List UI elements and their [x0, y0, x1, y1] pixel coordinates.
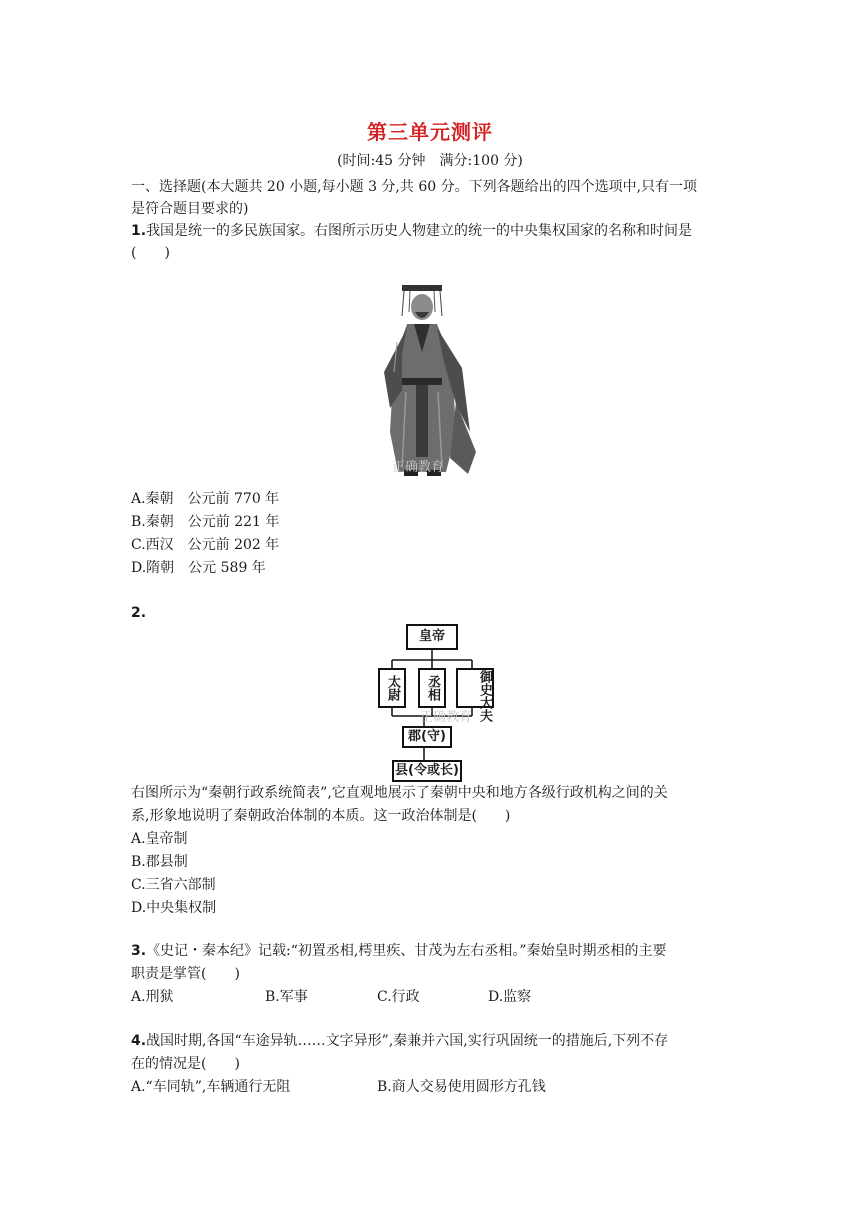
emperor-figure-image	[372, 282, 482, 478]
q3-option-c: C.行政	[377, 989, 420, 1005]
q3-option-b: B.军事	[265, 989, 308, 1005]
q2-option-c: C.三省六部制	[131, 877, 216, 893]
q1-number: 1.	[131, 223, 147, 239]
q2-option-d: D.中央集权制	[131, 900, 217, 916]
q4-number: 4.	[131, 1033, 147, 1049]
chart-box-chancellor: 丞相	[418, 668, 446, 708]
q3-stem-text: 《史记・秦本纪》记载:“初置丞相,樗里疾、甘茂为左右丞相。”秦始皇时期丞相的主要	[146, 943, 667, 959]
q1-image-watermark: 正确教育	[392, 460, 445, 475]
q2-stem-cont: 系,形象地说明了秦朝政治体制的本质。这一政治体制是( )	[131, 808, 511, 824]
emperor-figure-drawing	[372, 282, 482, 478]
chart-watermark: 正确教育	[420, 710, 473, 725]
q4-option-a: A.“车同轨”,车辆通行无阻	[131, 1079, 291, 1095]
q3-option-a: A.刑狱	[131, 989, 174, 1005]
q4-stem	[131, 1031, 668, 1051]
section-heading: 一、选择题(本大题共 20 小题,每小题 3 分,共 60 分。下列各题给出的四个选项中,只有一项	[131, 179, 698, 195]
chart-box-commandery: 郡(守)	[402, 726, 452, 748]
q2-option-b: B.郡县制	[131, 854, 188, 870]
q4-option-b: B.商人交易使用圆形方孔钱	[377, 1079, 546, 1095]
q3-stem	[131, 941, 667, 961]
chart-box-taiwei: 太尉	[378, 668, 406, 708]
chart-box-emperor: 皇帝	[406, 624, 458, 650]
chart-box-censor: 御史大夫	[456, 668, 494, 708]
q1-option-d: D.隋朝 公元 589 年	[131, 560, 266, 576]
chart-box-county: 县(令或长)	[392, 760, 462, 782]
page-title: 第三单元测评	[367, 120, 493, 144]
q1-stem-text: 我国是统一的多民族国家。右图所示历史人物建立的统一的中央集权国家的名称和时间是	[146, 223, 693, 239]
q3-option-d: D.监察	[488, 989, 532, 1005]
q2-option-a: A.皇帝制	[131, 831, 188, 847]
q3-number: 3.	[131, 943, 147, 959]
q1-option-b: B.秦朝 公元前 221 年	[131, 514, 280, 530]
q2-stem: 右图所示为“秦朝行政系统简表”,它直观地展示了秦朝中央和地方各级行政机构之间的关	[131, 785, 668, 801]
q1-option-c: C.西汉 公元前 202 年	[131, 537, 280, 553]
q1-option-a: A.秦朝 公元前 770 年	[131, 491, 280, 507]
page-subtitle: (时间:45 分钟 满分:100 分)	[337, 153, 523, 169]
q1-stem	[131, 221, 692, 241]
q1-stem-cont: ( )	[131, 245, 170, 261]
section-heading-cont: 是符合题目要求的)	[131, 201, 249, 217]
q4-stem-cont: 在的情况是( )	[131, 1056, 240, 1072]
qin-administrative-chart	[372, 622, 500, 782]
q3-stem-cont: 职责是掌管( )	[131, 966, 240, 982]
q4-stem-text: 战国时期,各国“车途异轨……文字异形”,秦兼并六国,实行巩固统一的措施后,下列不存	[146, 1033, 669, 1049]
q2-number: 2.	[131, 605, 147, 621]
